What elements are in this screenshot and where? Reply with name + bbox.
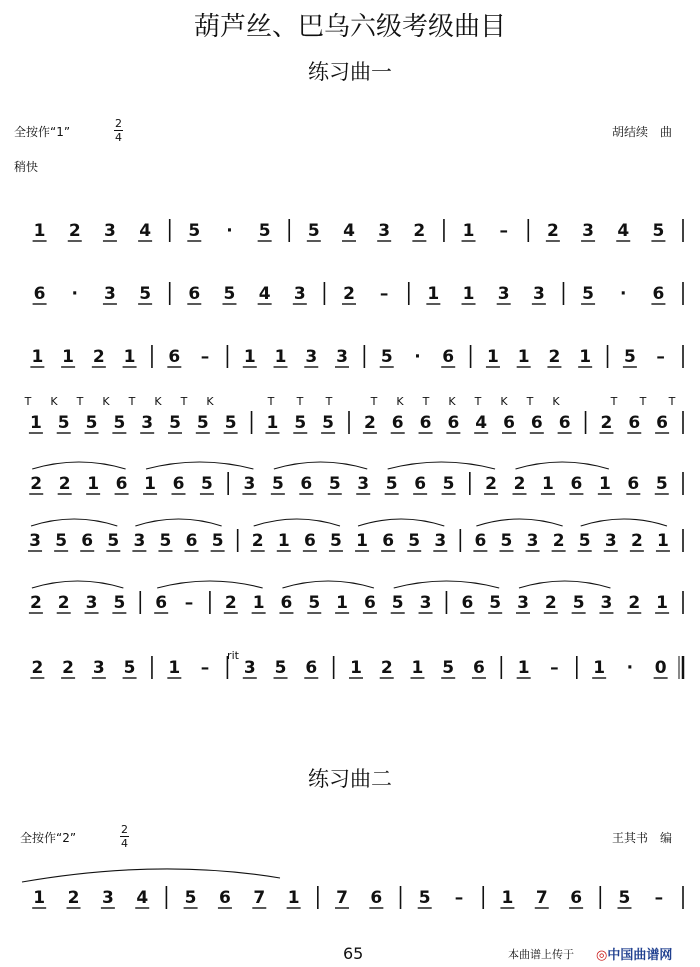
piece1-row-5-note: 3 <box>243 474 256 494</box>
piece1-row-4-note: 3 <box>141 413 154 433</box>
piece1-row-7-note: 3 <box>517 593 529 613</box>
piece1-row-8-note: 3 <box>92 658 105 678</box>
piece1-row-4-note: 5 <box>57 413 70 433</box>
piece1-row-5-note: 6 <box>115 474 128 494</box>
piece1-row-3-note: 6 <box>442 347 455 367</box>
piece1-fingering: 全按作“1” <box>14 125 71 139</box>
tonguing-mark: K <box>552 395 560 408</box>
piece1-row-6-note: 6 <box>303 531 316 551</box>
piece1-row-1-note: 4 <box>343 221 355 241</box>
piece1-row-7-note: 6 <box>280 593 293 613</box>
tonguing-mark: K <box>50 395 58 408</box>
piece1-row-5-note: 5 <box>655 474 668 494</box>
piece1-row-3-note: – <box>656 347 665 367</box>
piece1-row-5-note: 5 <box>328 474 341 494</box>
piece1-row-8-note: 2 <box>62 658 75 678</box>
piece1-row-6-note: 3 <box>604 531 617 551</box>
piece1-row-2-note: 1 <box>462 284 475 304</box>
page-title: 葫芦丝、巴乌六级考级曲目 <box>193 12 506 42</box>
slur <box>519 581 610 588</box>
tonguing-mark: T <box>422 395 430 408</box>
piece2-row-1-note: – <box>654 888 664 908</box>
piece1-row-6-note: 5 <box>578 531 591 551</box>
piece1-row-6-note: 1 <box>657 531 669 551</box>
time-sig-denominator: 4 <box>115 131 122 144</box>
page-number: 65 <box>343 944 364 963</box>
tonguing-mark: T <box>76 395 84 408</box>
slur <box>32 581 123 588</box>
piece1-row-3-note: 5 <box>380 347 393 367</box>
piece1-row-7-note: 2 <box>29 593 42 613</box>
piece1-row-2-note: 3 <box>532 284 545 304</box>
piece1-row-6-note: 6 <box>382 531 395 551</box>
piece1-row-5-note: 6 <box>570 474 583 494</box>
piece1-row-7-note: 2 <box>544 593 557 613</box>
piece1-row-5-note: 6 <box>627 474 640 494</box>
piece1-row-2-note: 2 <box>343 284 355 304</box>
piece1-row-5-note: 2 <box>485 474 497 494</box>
piece1-row-8-note: 2 <box>31 658 44 678</box>
tonguing-mark: T <box>474 395 482 408</box>
tonguing-mark: T <box>639 395 647 408</box>
piece1-row-3-note: 1 <box>31 347 44 367</box>
piece1-row-6-note: 3 <box>133 531 146 551</box>
piece1-row-5-note: 5 <box>385 474 398 494</box>
piece1-row-5-note: 1 <box>542 474 554 494</box>
piece1-row-8-note: 2 <box>380 658 393 678</box>
piece1-row-7-note: 6 <box>363 593 376 613</box>
piece1-row-8-note: 1 <box>593 658 606 678</box>
piece1-row-8-note: 5 <box>442 658 455 678</box>
piece1-row-6-note: 2 <box>552 531 565 551</box>
piece2-row-1-note: 6 <box>370 888 383 908</box>
piece1-row-6-note: 5 <box>330 531 342 551</box>
piece1-row-6-note: 2 <box>251 531 264 551</box>
piece2-row-1-note: 7 <box>336 888 348 908</box>
piece1-row-4-note: 6 <box>419 413 432 433</box>
phrase-slur <box>22 869 280 882</box>
piece1-row-2-note: 1 <box>427 284 440 304</box>
slur <box>135 519 221 526</box>
piece1-row-7-note: 3 <box>85 593 98 613</box>
piece1-row-6-note: 5 <box>408 531 421 551</box>
piece1-row-4-note: 6 <box>656 413 669 433</box>
piece1-row-4-note: 6 <box>628 413 641 433</box>
tonguing-mark: T <box>610 395 618 408</box>
slur <box>32 462 125 469</box>
piece1-row-1-note: – <box>499 221 508 241</box>
piece1-row-4-note: 5 <box>113 413 126 433</box>
piece2-row-1-note: 7 <box>535 888 548 908</box>
piece1-row-8-note: 5 <box>123 658 136 678</box>
piece1-row-3-note: 1 <box>274 347 287 367</box>
piece2-row-1-note: 5 <box>184 888 197 908</box>
piece1-row-5-note: 5 <box>442 474 455 494</box>
piece1-row-3-note: · <box>414 347 421 367</box>
piece1-row-7-note: 2 <box>224 593 237 613</box>
piece1-row-1-note: 5 <box>188 221 201 241</box>
piece1-row-4-note: 6 <box>530 413 543 433</box>
piece1-row-2-note: 5 <box>582 284 594 304</box>
piece1-row-7-note: 5 <box>308 593 321 613</box>
piece1-row-2-note: 6 <box>652 284 665 304</box>
piece1-row-8-note: – <box>550 658 559 678</box>
tonguing-mark: K <box>500 395 508 408</box>
piece1-row-8-note: 0 <box>654 658 667 678</box>
piece1-row-2-note: 5 <box>139 284 152 304</box>
slur <box>581 519 667 526</box>
piece1-row-7-note: 5 <box>391 593 404 613</box>
piece1-row-8-note: – <box>200 658 210 678</box>
tonguing-mark: T <box>180 395 188 408</box>
piece1-row-5-note: 2 <box>30 474 43 494</box>
piece1-row-4-note: 1 <box>29 413 42 433</box>
piece1-row-3-note: 2 <box>548 347 561 367</box>
piece2-row-1-note: 6 <box>219 888 231 908</box>
tonguing-mark: K <box>448 395 456 408</box>
piece1-row-4-note: 5 <box>322 413 335 433</box>
piece1-row-2-note: · <box>71 284 78 304</box>
piece1-row-7-note: 5 <box>113 593 126 613</box>
piece1-row-6-note: 5 <box>500 531 513 551</box>
piece1-row-8-note: 1 <box>411 658 424 678</box>
piece2-row-1-note: 6 <box>570 888 583 908</box>
piece1-row-3-note: 1 <box>243 347 256 367</box>
piece1-row-2-note: 3 <box>497 284 510 304</box>
piece1-row-1-note: 3 <box>104 221 116 241</box>
piece1-row-6-note: 5 <box>55 531 68 551</box>
piece1-row-1-note: 1 <box>33 221 46 241</box>
piece1-row-3-note: 1 <box>62 347 75 367</box>
tonguing-mark: T <box>526 395 534 408</box>
piece1-tempo: 稍快 <box>14 160 39 174</box>
slur <box>274 462 367 469</box>
tonguing-mark: T <box>296 395 304 408</box>
piece1-row-7-note: 2 <box>57 593 70 613</box>
piece1-row-1-note: 1 <box>462 221 475 241</box>
tonguing-mark: K <box>102 395 110 408</box>
tonguing-mark: T <box>267 395 275 408</box>
piece1-row-8-note: 6 <box>305 658 318 678</box>
slur <box>31 519 117 526</box>
piece1-row-1-note: · <box>226 221 233 241</box>
piece1-row-2-note: 3 <box>104 284 116 304</box>
piece1-row-7-note: 5 <box>572 593 585 613</box>
tonguing-mark: K <box>396 395 404 408</box>
piece1-row-3-note: 6 <box>168 347 181 367</box>
piece1-row-2-note: – <box>379 284 389 304</box>
time-sig-denominator: 4 <box>121 837 128 850</box>
piece1-row-6-note: 6 <box>474 531 487 551</box>
piece1-row-6-note: 6 <box>81 531 94 551</box>
piece1-row-2-note: · <box>620 284 627 304</box>
piece2-row-1-note: 4 <box>136 888 149 908</box>
tonguing-mark: T <box>128 395 136 408</box>
tonguing-mark: T <box>325 395 333 408</box>
piece1-row-7-note: 3 <box>419 593 432 613</box>
piece1-row-8-note: 3 <box>243 658 256 678</box>
piece1-row-4-note: 2 <box>363 413 376 433</box>
piece1-row-7-note: 6 <box>155 593 168 613</box>
piece1-row-5-note: 6 <box>414 474 427 494</box>
piece1-row-4-note: 5 <box>224 413 237 433</box>
piece2-row-1-note: 1 <box>501 888 514 908</box>
piece1-row-8-note: 6 <box>473 658 485 678</box>
piece1-row-2-note: 3 <box>293 284 306 304</box>
piece2-fingering: 全按作“2” <box>20 831 77 845</box>
piece1-row-6-note: 5 <box>159 531 172 551</box>
slur <box>394 581 499 588</box>
piece1-row-3-note: 2 <box>92 347 105 367</box>
piece1-row-5-note: 5 <box>271 474 284 494</box>
piece1-row-5-note: 1 <box>87 474 100 494</box>
piece1-row-7-note: 1 <box>656 593 669 613</box>
piece2-composer: 王其书 编 <box>612 831 673 845</box>
piece2-row-1-note: 7 <box>253 888 266 908</box>
slur <box>516 462 609 469</box>
piece1-row-7-note: 1 <box>336 593 349 613</box>
piece2-title: 练习曲二 <box>308 767 392 791</box>
piece1-row-7-note: 6 <box>461 593 474 613</box>
upload-note: 本曲谱上传于 <box>508 948 574 961</box>
piece1-row-1-note: 3 <box>378 221 391 241</box>
slur <box>282 581 373 588</box>
piece1-row-3-note: – <box>200 347 210 367</box>
piece1-row-3-note: 3 <box>336 347 348 367</box>
piece1-row-6-note: 5 <box>107 531 120 551</box>
piece1-row-8-note: · <box>626 658 634 678</box>
piece2-row-1-note: – <box>454 888 464 908</box>
tonguing-mark: K <box>154 395 162 408</box>
piece1-row-2-note: 5 <box>223 284 236 304</box>
piece1-row-8-note: 1 <box>517 658 530 678</box>
time-sig-numerator: 2 <box>121 823 128 836</box>
logo-icon: ◎ <box>596 948 608 963</box>
piece1-row-5-note: 6 <box>172 474 185 494</box>
piece1-row-1-note: 2 <box>68 221 81 241</box>
piece2-row-1-note: 3 <box>101 888 114 908</box>
piece1-row-4-note: 6 <box>558 413 571 433</box>
piece1-row-5-note: 1 <box>598 474 611 494</box>
piece1-row-1-note: 5 <box>258 221 271 241</box>
piece1-row-4-note: 5 <box>169 413 181 433</box>
slur <box>254 519 340 526</box>
piece1-row-6-note: 3 <box>526 531 539 551</box>
piece1-row-4-note: 1 <box>266 413 279 433</box>
piece1-row-5-note: 3 <box>357 474 370 494</box>
time-sig-numerator: 2 <box>115 117 122 130</box>
piece1-row-4-note: 5 <box>85 413 98 433</box>
piece1-row-1-note: 2 <box>413 221 426 241</box>
logo-text: 中国曲谱网 <box>607 948 673 963</box>
piece1-row-6-note: 6 <box>185 531 198 551</box>
piece1-row-4-note: 6 <box>503 413 515 433</box>
piece1-row-3-note: 5 <box>623 347 636 367</box>
piece1-row-4-note: 4 <box>475 413 488 433</box>
piece1-row-5-note: 2 <box>58 474 71 494</box>
piece1-row-1-note: 4 <box>139 221 152 241</box>
rit-marking: rit <box>227 649 239 662</box>
piece1-row-6-note: 1 <box>277 531 290 551</box>
piece1-title: 练习曲一 <box>308 60 392 84</box>
piece1-row-6-note: 3 <box>29 531 41 551</box>
piece1-row-7-note: 5 <box>489 593 502 613</box>
piece1-row-4-note: 5 <box>196 413 209 433</box>
piece1-row-5-note: 1 <box>144 474 156 494</box>
piece1-row-3-note: 1 <box>579 347 592 367</box>
piece2-row-1-note: 5 <box>418 888 431 908</box>
piece2-row-1-note: 5 <box>618 888 631 908</box>
tonguing-mark: T <box>370 395 378 408</box>
tonguing-mark: T <box>24 395 32 408</box>
piece1-row-5-note: 6 <box>300 474 313 494</box>
slur <box>146 462 253 469</box>
piece1-row-3-note: 1 <box>487 347 499 367</box>
piece1-row-2-note: 6 <box>33 284 46 304</box>
piece1-row-6-note: 3 <box>434 531 447 551</box>
piece1-row-8-note: 1 <box>350 658 362 678</box>
piece1-row-4-note: 6 <box>391 413 404 433</box>
piece1-row-8-note: 1 <box>168 658 181 678</box>
piece1-row-6-note: 1 <box>356 531 368 551</box>
piece2-row-1-note: 1 <box>33 888 46 908</box>
piece1-row-1-note: 5 <box>307 221 320 241</box>
piece1-row-8-note: 5 <box>274 658 287 678</box>
piece1-row-3-note: 1 <box>517 347 530 367</box>
piece1-row-2-note: 4 <box>258 284 271 304</box>
tonguing-mark: K <box>206 395 214 408</box>
piece1-row-1-note: 5 <box>652 221 665 241</box>
piece1-row-5-note: 5 <box>201 474 213 494</box>
piece1-row-1-note: 2 <box>546 221 559 241</box>
piece2-row-1-note: 1 <box>287 888 300 908</box>
piece1-row-2-note: 6 <box>188 284 201 304</box>
piece1-row-7-note: – <box>184 593 194 613</box>
slur <box>476 519 562 526</box>
piece1-row-4-note: 2 <box>600 413 613 433</box>
piece1-row-7-note: 1 <box>252 593 265 613</box>
piece1-row-3-note: 1 <box>123 347 136 367</box>
piece1-row-1-note: 3 <box>582 221 594 241</box>
piece1-composer: 胡结续 曲 <box>612 125 673 139</box>
site-logo[interactable] <box>596 944 672 963</box>
slur <box>157 581 262 588</box>
piece1-row-4-note: 6 <box>447 413 460 433</box>
piece1-row-7-note: 3 <box>600 593 613 613</box>
piece1-row-3-note: 3 <box>305 347 318 367</box>
piece1-row-6-note: 2 <box>630 531 643 551</box>
piece1-row-7-note: 2 <box>628 593 641 613</box>
tonguing-mark: T <box>668 395 676 408</box>
slur <box>358 519 444 526</box>
piece2-row-1-note: 2 <box>67 888 80 908</box>
slur <box>388 462 495 469</box>
piece1-row-5-note: 2 <box>513 474 526 494</box>
piece1-row-4-note: 5 <box>294 413 307 433</box>
piece1-row-6-note: 5 <box>211 531 224 551</box>
piece1-row-1-note: 4 <box>617 221 630 241</box>
